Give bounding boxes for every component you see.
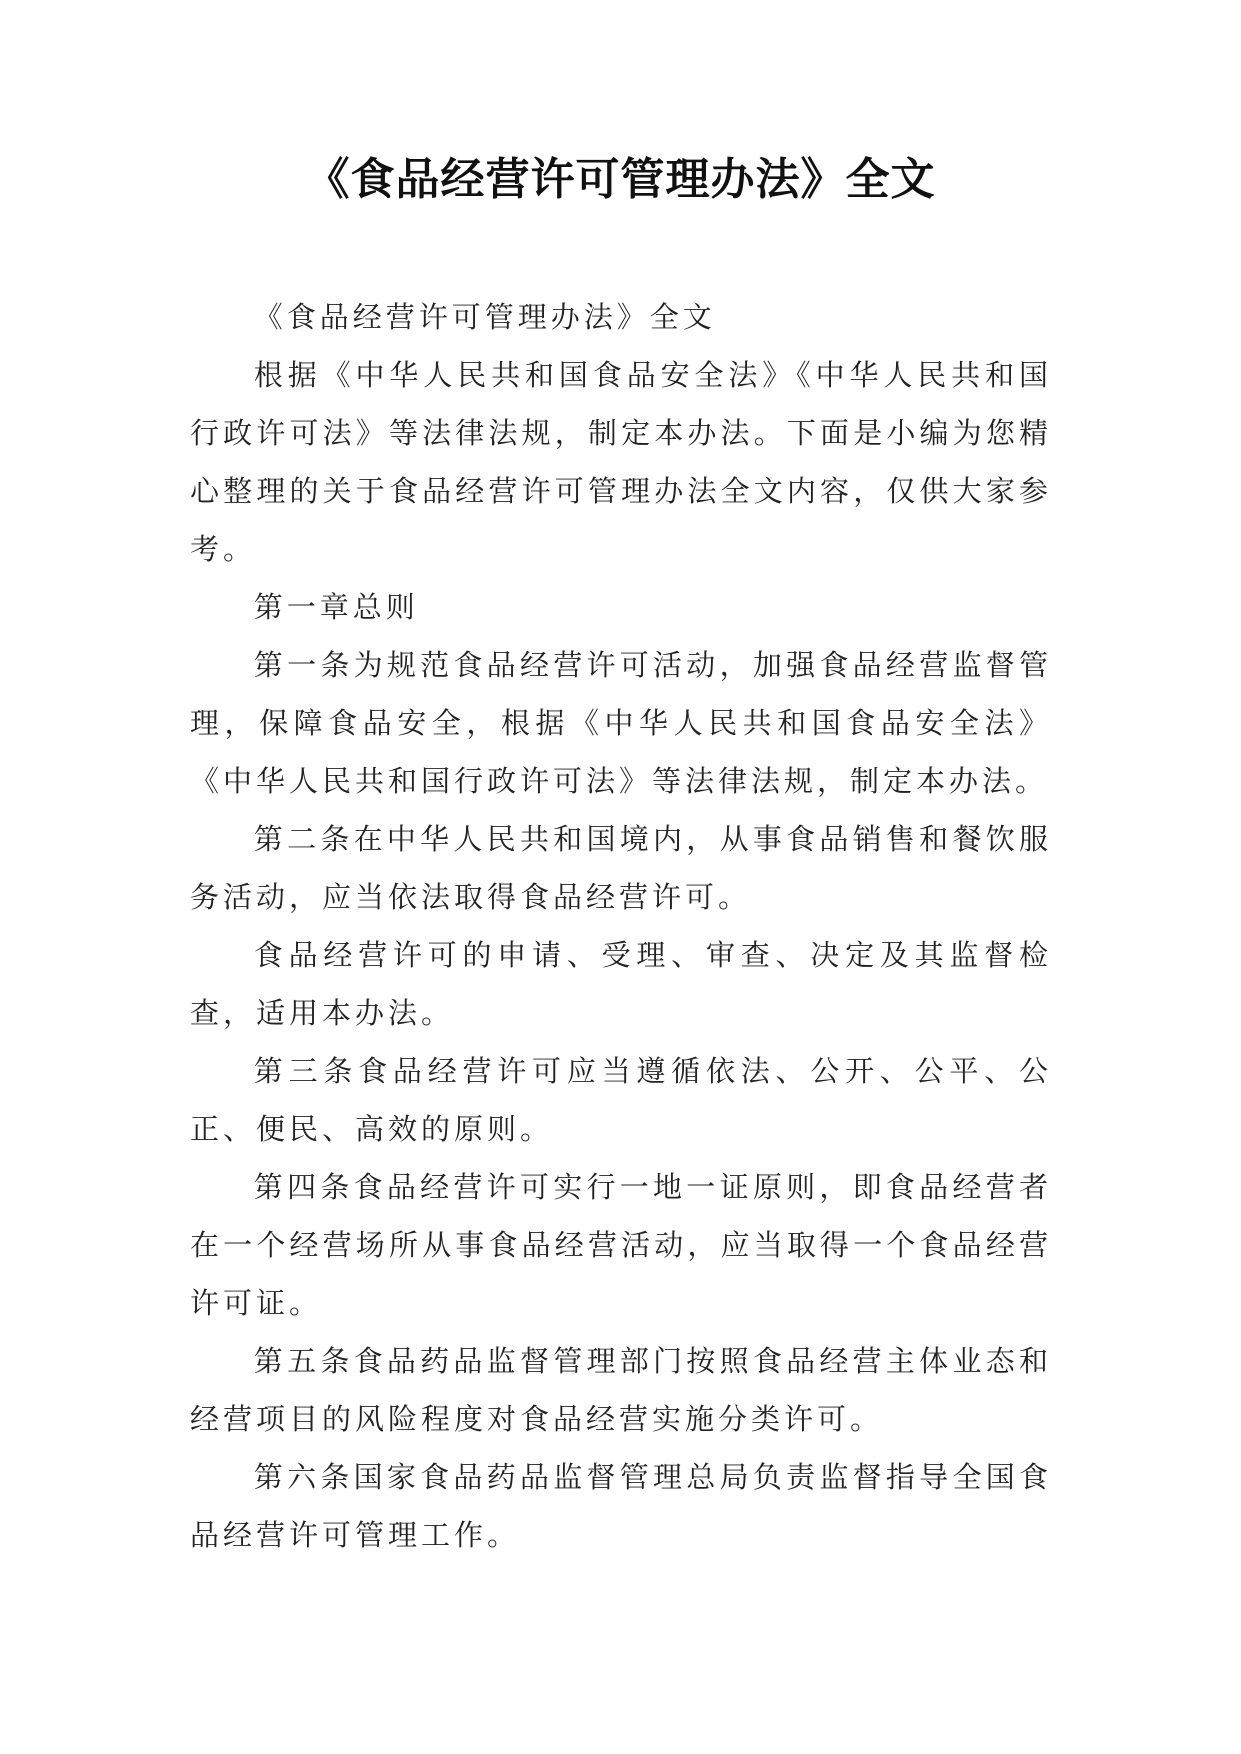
document-title: 《食品经营许可管理办法》全文 (305, 154, 936, 205)
article-1: 第一条为规范食品经营许可活动，加强食品经营监督管理，保障食品安全，根据《中华人民共和国食品安全法》《中华人民共和国行政许可法》等法律法规，制定本办法。 (190, 648, 1052, 798)
article-2-continued: 食品经营许可的申请、受理、审查、决定及其监督检查，适用本办法。 (190, 938, 1052, 1030)
article-2: 第二条在中华人民共和国境内，从事食品销售和餐饮服务活动，应当依法取得食品经营许可。 (190, 822, 1052, 914)
paragraph-subtitle: 《食品经营许可管理办法》全文 (253, 300, 716, 334)
paragraph-intro: 根据《中华人民共和国食品安全法》《中华人民共和国行政许可法》等法律法规，制定本办法。下面是小编为您精心整理的关于食品经营许可管理办法全文内容，仅供大家参考。 (190, 358, 1052, 566)
article-4: 第四条食品经营许可实行一地一证原则，即食品经营者在一个经营场所从事食品经营活动，应当取得一个食品经营许可证。 (190, 1170, 1052, 1320)
article-6: 第六条国家食品药品监督管理总局负责监督指导全国食品经营许可管理工作。 (190, 1460, 1052, 1552)
chapter-heading: 第一章总则 (253, 590, 419, 624)
document-body (190, 288, 1052, 1564)
article-5: 第五条食品药品监督管理部门按照食品经营主体业态和经营项目的风险程度对食品经营实施分类许可。 (190, 1344, 1052, 1436)
article-3: 第三条食品经营许可应当遵循依法、公开、公平、公正、便民、高效的原则。 (190, 1054, 1052, 1146)
